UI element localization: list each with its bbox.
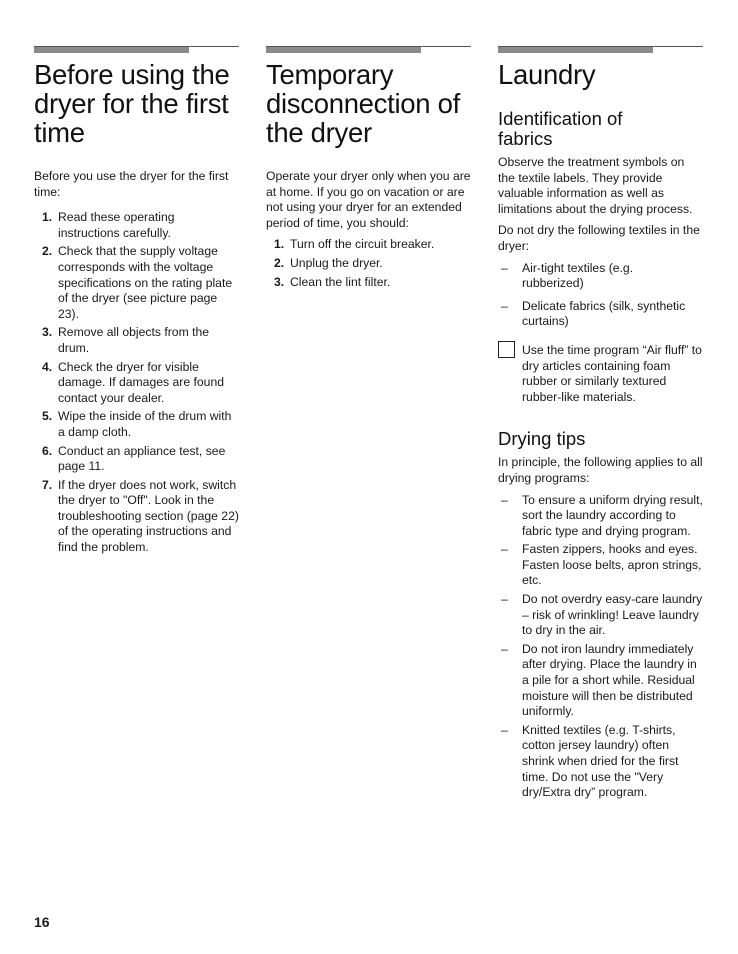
note-icon xyxy=(498,341,515,358)
column-temporary-disconnection xyxy=(266,46,471,293)
list-item-text: Fasten zippers, hooks and eyes. Fasten loose belts, apron strings, etc. xyxy=(522,542,702,588)
list-item xyxy=(498,299,703,330)
step-number: 6. xyxy=(42,443,53,458)
list-item xyxy=(498,493,703,540)
step-number: 3. xyxy=(274,274,285,289)
step-number: 3. xyxy=(42,325,53,340)
dash-bullet: – xyxy=(501,641,508,656)
first-use-intro: Before you use the dryer for the first time: xyxy=(34,169,229,199)
step-number: 1. xyxy=(42,210,53,225)
list-item-text: Do not overdry easy-care laundry – risk of wrinkling! Leave laundry to dry in the air. xyxy=(522,592,703,638)
step-item xyxy=(34,444,239,475)
drying-tips-list xyxy=(498,493,703,801)
step-item xyxy=(266,256,471,272)
drying-tips-intro: In principle, the following applies to all drying programs: xyxy=(498,455,703,485)
list-item xyxy=(498,642,703,720)
page-number: 16 xyxy=(34,914,50,930)
dash-bullet: – xyxy=(501,542,508,557)
disconnection-steps xyxy=(266,237,471,290)
column-first-use xyxy=(34,46,239,559)
step-item xyxy=(266,237,471,253)
list-item-text: Do not iron laundry immediately after drying. Place the laundry in a pile for a short while. Residual moisture will then be distributed uniformly. xyxy=(522,641,697,719)
step-text: Read these operating instructions carefully. xyxy=(58,210,175,240)
list-item-text: Air-tight textiles (e.g. rubberized) xyxy=(522,260,634,291)
section-rule xyxy=(498,46,703,53)
step-item xyxy=(34,478,239,556)
list-item-text: Knitted textiles (e.g. T-shirts, cotton jersey laundry) often shrink when dried for the first time. Do not use the "Very dry/Extra dry” program. xyxy=(522,722,679,800)
step-item xyxy=(34,244,239,322)
step-number: 1. xyxy=(274,237,285,252)
step-text: Unplug the dryer. xyxy=(290,255,383,270)
list-item xyxy=(498,261,642,292)
section-rule xyxy=(34,46,239,53)
step-text: Check that the supply voltage corresponds with the voltage specifications on the rating plate of the dryer (see picture page 23). xyxy=(58,244,233,321)
dash-bullet: – xyxy=(501,260,508,275)
step-text: Wipe the inside of the drum with a damp cloth. xyxy=(58,409,232,439)
section-rule-bar xyxy=(498,47,653,53)
step-number: 7. xyxy=(42,477,53,492)
identification-para-2: Do not dry the following textiles in the dryer: xyxy=(498,223,700,253)
dash-bullet: – xyxy=(501,592,508,607)
list-item xyxy=(498,592,703,639)
step-number: 5. xyxy=(42,409,53,424)
step-text: Conduct an appliance test, see page 11. xyxy=(58,443,226,474)
section-rule-bar xyxy=(266,47,421,53)
first-use-steps xyxy=(34,210,239,555)
dash-bullet: – xyxy=(501,722,508,737)
section-title-disconnection: Temporary disconnection of the dryer xyxy=(266,59,460,148)
step-item xyxy=(34,360,239,407)
textiles-not-to-dry xyxy=(498,261,703,330)
section-rule-bar xyxy=(34,47,189,53)
step-text: If the dryer does not work, switch the dryer to "Off". Look in the troubleshooting section (page 22) of the operating instructions and find the problem. xyxy=(58,477,239,555)
step-text: Remove all objects from the drum. xyxy=(58,325,210,355)
identification-para-1: Observe the treatment symbols on the textile labels. They provide valuable information as well as limitations about the drying process. xyxy=(498,155,693,216)
step-item xyxy=(34,409,239,440)
section-title-laundry: Laundry xyxy=(498,59,596,90)
section-title-first-use: Before using the dryer for the first time xyxy=(34,59,230,148)
step-number: 2. xyxy=(42,244,53,259)
heading-drying-tips: Drying tips xyxy=(498,428,586,450)
list-item-text: To ensure a uniform drying result, sort the laundry according to fabric type and drying program. xyxy=(522,492,703,538)
step-text: Clean the lint filter. xyxy=(290,274,391,289)
disconnection-intro: Operate your dryer only when you are at home. If you go on vacation or are not using your dryer for an extended period of time, you should: xyxy=(266,169,471,230)
step-number: 2. xyxy=(274,255,285,270)
step-item xyxy=(34,210,239,241)
step-item xyxy=(266,275,471,291)
step-text: Check the dryer for visible damage. If damages are found contact your dealer. xyxy=(58,359,224,405)
heading-identification: Identification of fabrics xyxy=(498,108,623,149)
dash-bullet: – xyxy=(501,492,508,507)
note-text: Use the time program “Air fluff” to dry articles containing foam rubber or similarly textured rubber-like materials. xyxy=(522,342,702,404)
step-text: Turn off the circuit breaker. xyxy=(290,237,435,252)
dash-bullet: – xyxy=(501,298,508,313)
list-item xyxy=(498,542,703,589)
step-item xyxy=(34,325,239,356)
section-rule xyxy=(266,46,471,53)
list-item-text: Delicate fabrics (silk, synthetic curtains) xyxy=(522,298,686,329)
air-fluff-note xyxy=(498,343,703,405)
list-item xyxy=(498,723,703,801)
step-number: 4. xyxy=(42,359,53,374)
column-laundry xyxy=(498,46,703,801)
